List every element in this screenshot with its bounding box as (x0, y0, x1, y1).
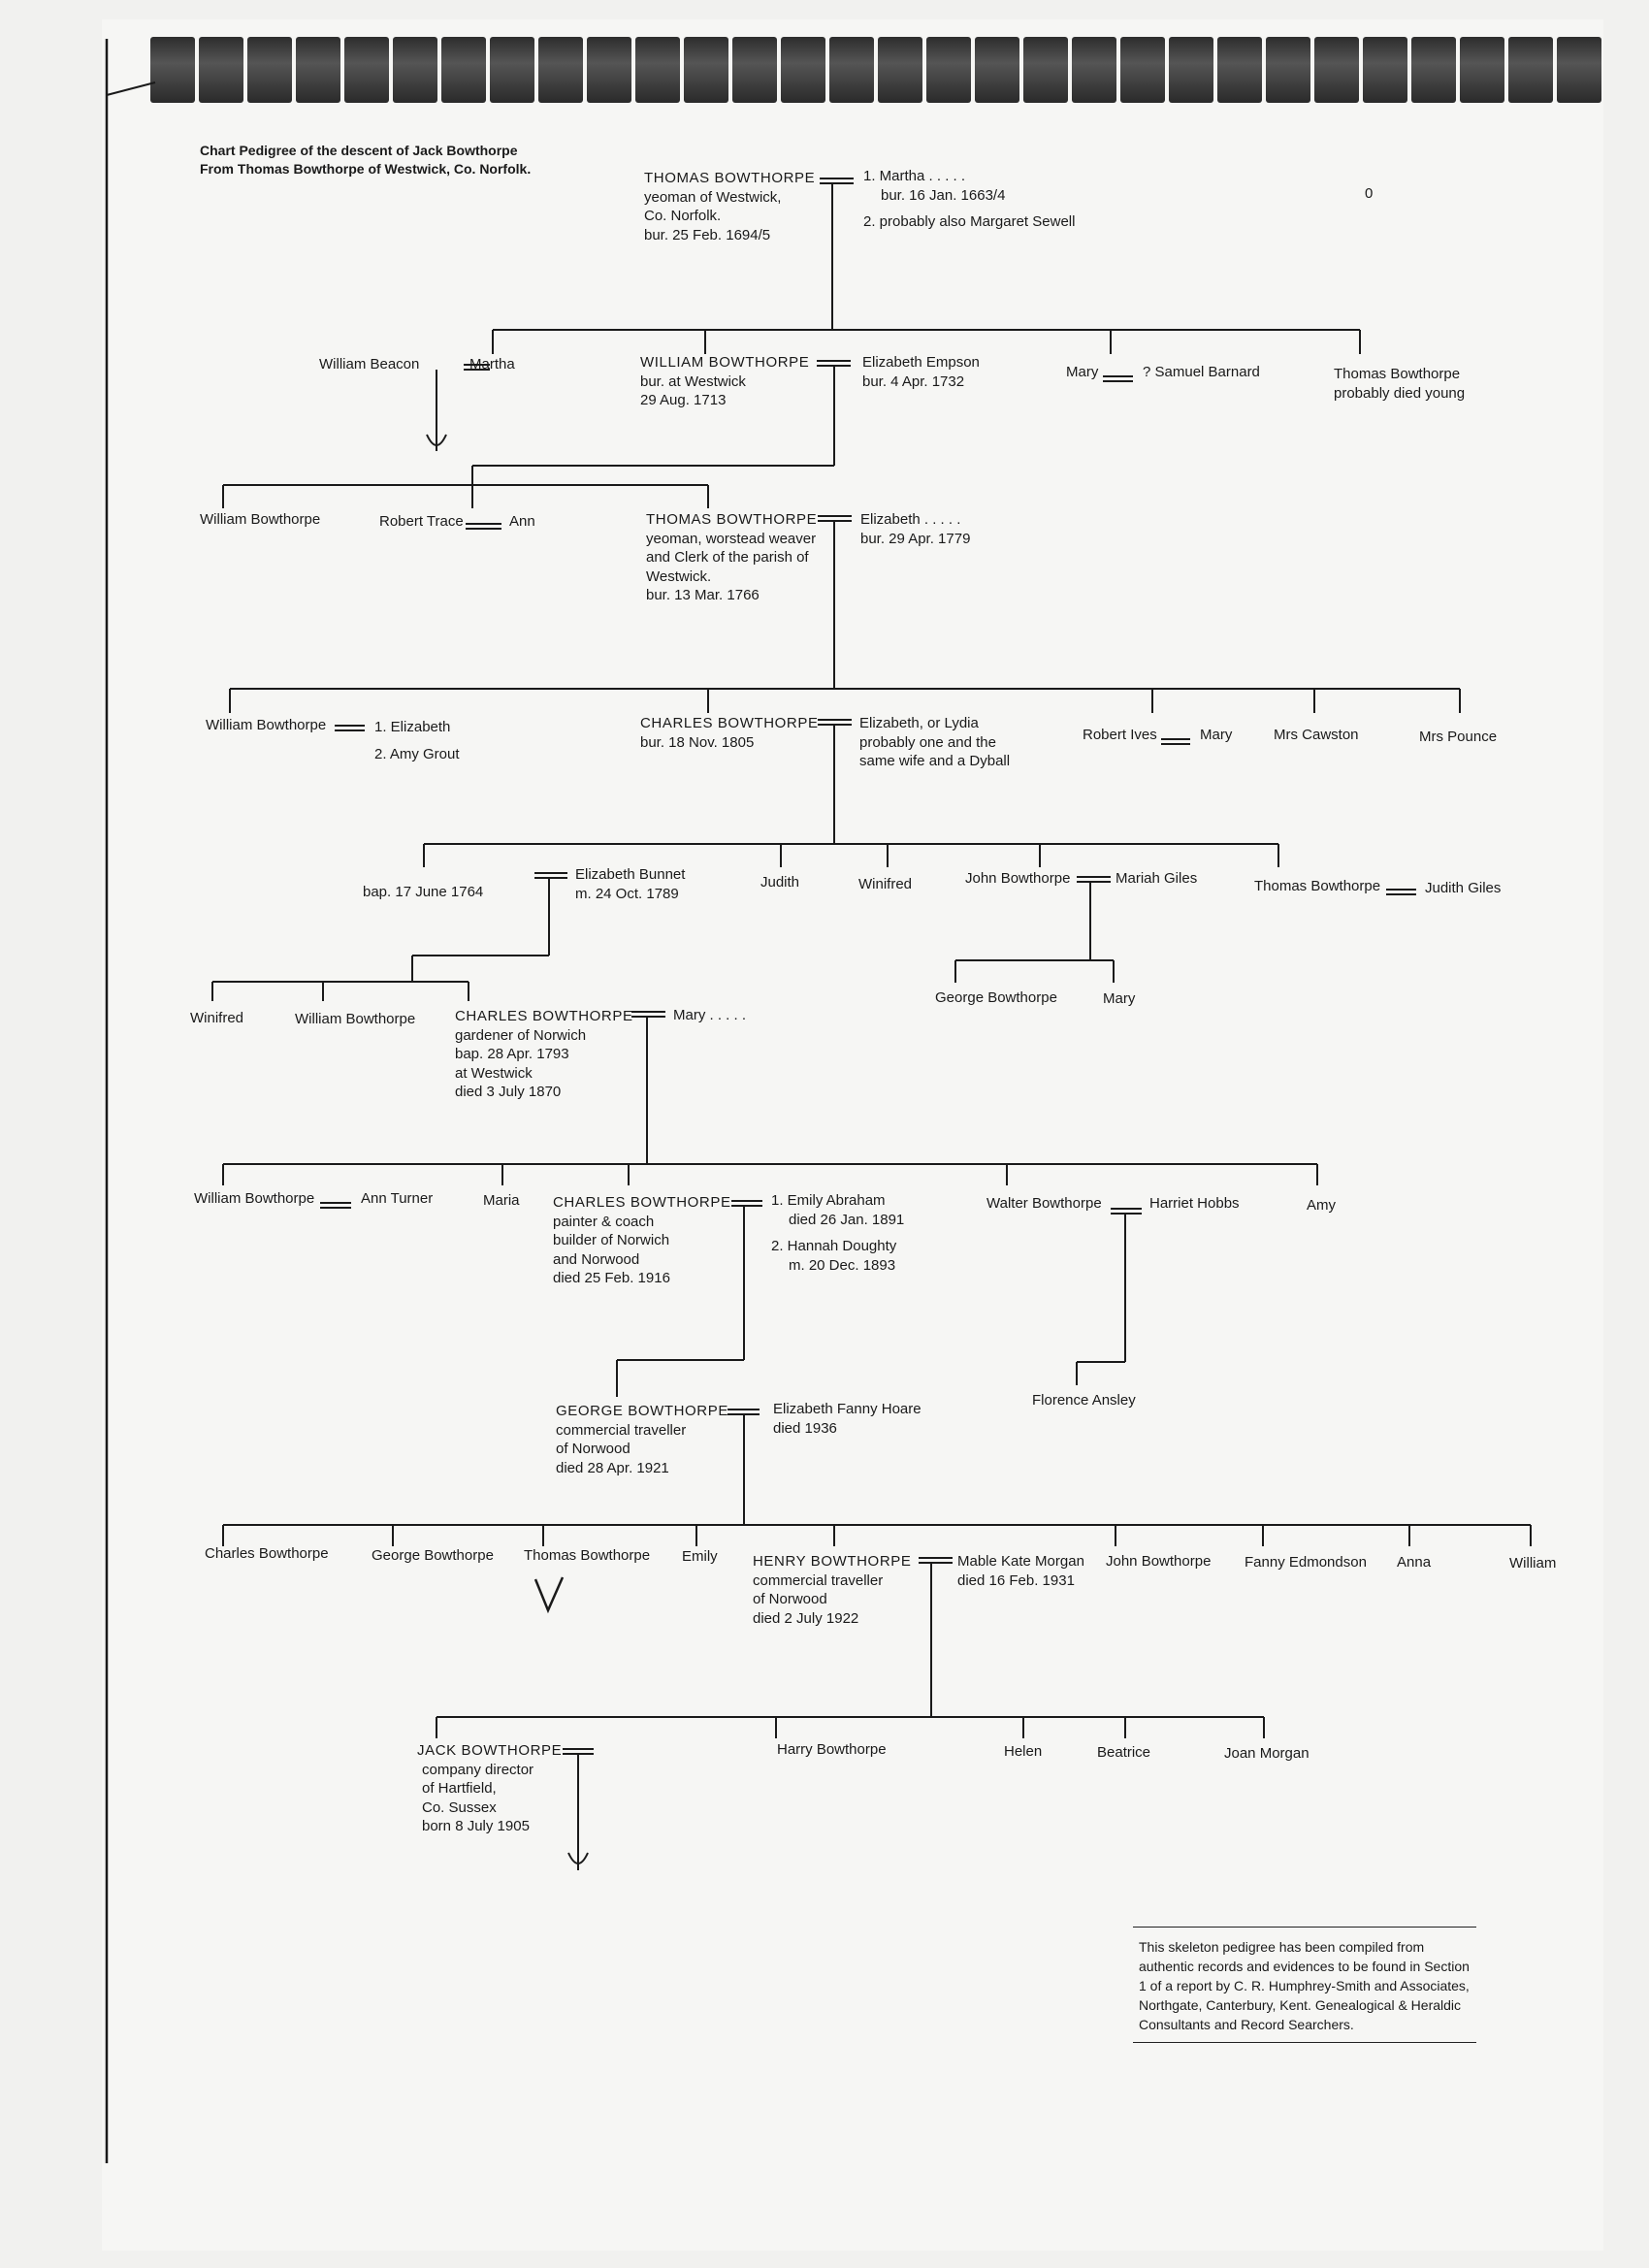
fanny-edmondson: Fanny Edmondson (1245, 1554, 1367, 1571)
walter-bowthorpe: Walter Bowthorpe (986, 1195, 1102, 1212)
thomas-bowthorpe-young: Thomas Bowthorpe probably died young (1334, 366, 1466, 402)
maria: Maria (483, 1192, 520, 1209)
william-bowthorpe-gen4: William Bowthorpe (206, 717, 327, 733)
william-gen4-wives: 1. Elizabeth 2. Amy Grout (374, 719, 460, 762)
robert-ives: Robert Ives (1083, 727, 1157, 743)
william-bowthorpe-gen6: William Bowthorpe (295, 1011, 416, 1027)
charles-gen7-wives: 1. Emily Abraham died 26 Jan. 1891 2. Hannah Doughty m. 20 Dec. 1893 (771, 1192, 905, 1274)
jack-bowthorpe: JACK BOWTHORPE company director of Hartfield, Co. Sussex born 8 July 1905 (417, 1742, 563, 1834)
george-bowthorpe-gen6: George Bowthorpe (935, 989, 1057, 1006)
helen: Helen (1004, 1743, 1043, 1760)
charles-bowthorpe-gen6: CHARLES BOWTHORPE gardener of Norwich bap. 28 Apr. 1793 at Westwick died 3 July 1870 (455, 1008, 633, 1100)
george-bowthorpe-gen9: George Bowthorpe (372, 1547, 494, 1564)
william-beacon: William Beacon (319, 356, 420, 373)
charles-bowthorpe-gen9: Charles Bowthorpe (205, 1545, 329, 1562)
elizabeth-bunnet: Elizabeth Bunnet m. 24 Oct. 1789 (575, 866, 686, 902)
chart-title: Chart Pedigree of the descent of Jack Bowthorpe From Thomas Bowthorpe of Westwick, Co. Norfolk. (200, 143, 532, 177)
harriet-hobbs: Harriet Hobbs (1149, 1195, 1240, 1212)
beatrice: Beatrice (1097, 1744, 1151, 1761)
ann: Ann (509, 513, 535, 530)
emily: Emily (682, 1548, 718, 1565)
mrs-pounce: Mrs Pounce (1419, 729, 1498, 745)
john-bowthorpe-gen9: John Bowthorpe (1106, 1553, 1212, 1570)
elizabeth-empson: Elizabeth Empson bur. 4 Apr. 1732 (862, 354, 980, 390)
charles-bowthorpe-gen7: CHARLES BOWTHORPE painter & coach builder of Norwich and Norwood died 25 Feb. 1916 (553, 1194, 731, 1286)
winifred-gen5: Winifred (858, 876, 913, 892)
stray-mark: 0 (1365, 185, 1374, 202)
elizabeth-fanny-hoare: Elizabeth Fanny Hoare died 1936 (773, 1401, 922, 1437)
joan-morgan: Joan Morgan (1224, 1745, 1310, 1762)
compilation-note: This skeleton pedigree has been compiled from authentic records and evidences to be found in Section 1 of a report by C. R. Humphrey-Smith and Associates, Northgate, Canterbury, Kent. Genealogical & Heraldic Consultants and Record Searchers. (1133, 1927, 1476, 2043)
amy: Amy (1307, 1197, 1336, 1214)
ann-turner: Ann Turner (361, 1190, 434, 1207)
judith-giles: Judith Giles (1425, 880, 1502, 896)
thomas-gen1-wives: 1. Martha . . . . . bur. 16 Jan. 1663/4 2. probably also Margaret Sewell (863, 168, 1076, 230)
charles-bowthorpe-gen4: CHARLES BOWTHORPE bur. 18 Nov. 1805 (640, 715, 819, 751)
mariah-giles: Mariah Giles (1116, 870, 1198, 887)
mrs-cawston: Mrs Cawston (1274, 727, 1359, 743)
martha: Martha (469, 356, 515, 373)
judith: Judith (760, 874, 800, 891)
william-gen9: William (1509, 1555, 1557, 1571)
thomas-bowthorpe-gen9: Thomas Bowthorpe (524, 1547, 651, 1564)
mary-gen2: Mary (1066, 364, 1099, 380)
anna: Anna (1397, 1554, 1432, 1571)
mary-gen6-daughter: Mary (1103, 990, 1136, 1007)
thomas-bowthorpe-gen5: Thomas Bowthorpe (1254, 878, 1381, 894)
william-bowthorpe-gen2: WILLIAM BOWTHORPE bur. at Westwick 29 Aug. 1713 (640, 354, 810, 408)
harry-bowthorpe: Harry Bowthorpe (777, 1741, 887, 1758)
thomas-bowthorpe-gen1: THOMAS BOWTHORPE yeoman of Westwick, Co. Norfolk. bur. 25 Feb. 1694/5 (644, 170, 816, 243)
elizabeth-gen3: Elizabeth . . . . . bur. 29 Apr. 1779 (860, 511, 971, 547)
henry-bowthorpe: HENRY BOWTHORPE commercial traveller of Norwood died 2 July 1922 (753, 1553, 912, 1627)
thomas-bowthorpe-gen3: THOMAS BOWTHORPE yeoman, worstead weaver and Clerk of the parish of Westwick. bur. 13 Mar. 1766 (646, 511, 818, 603)
john-bowthorpe-gen5: John Bowthorpe (965, 870, 1071, 887)
elizabeth-or-lydia: Elizabeth, or Lydia probably one and the same wife and a Dyball (859, 715, 1011, 769)
robert-trace: Robert Trace (379, 513, 464, 530)
william-bowthorpe-gen3: William Bowthorpe (200, 511, 321, 528)
bap-1764: bap. 17 June 1764 (363, 884, 484, 900)
mary-gen4: Mary (1200, 727, 1233, 743)
william-bowthorpe-gen7: William Bowthorpe (194, 1190, 315, 1207)
mary-gen6: Mary . . . . . (673, 1007, 747, 1023)
mable-kate-morgan: Mable Kate Morgan died 16 Feb. 1931 (957, 1553, 1084, 1589)
george-bowthorpe-gen8: GEORGE BOWTHORPE commercial traveller of Norwood died 28 Apr. 1921 (556, 1403, 728, 1476)
winifred-gen6: Winifred (190, 1010, 244, 1026)
florence-ansley: Florence Ansley (1032, 1392, 1136, 1409)
samuel-barnard: ? Samuel Barnard (1143, 364, 1260, 380)
